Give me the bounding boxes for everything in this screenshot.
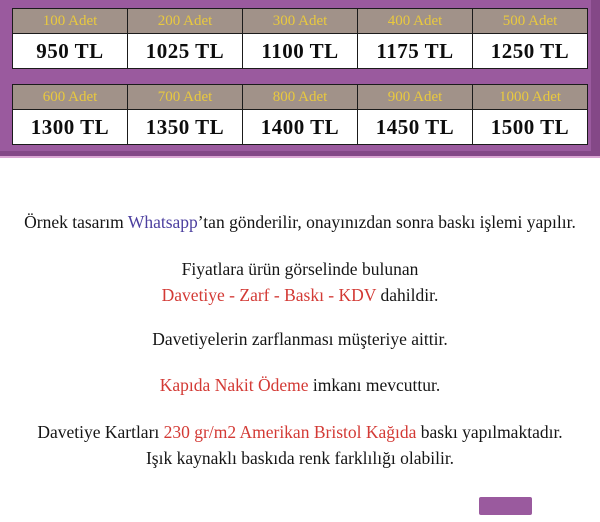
pricing-table-2 — [12, 84, 588, 145]
quantity-header-row — [13, 9, 588, 34]
note-text: Işık kaynaklı baskıda renk farklılığı olabilir. — [145, 448, 455, 468]
note-envelope-responsibility — [0, 326, 600, 352]
included-items-highlight: Davetiye - Zarf - Baskı - KDV — [161, 285, 377, 305]
quantity-header-cell: 700 Adet — [128, 85, 243, 110]
quantity-header-cell: 300 Adet — [243, 9, 358, 34]
price-row — [13, 34, 588, 69]
note-text: baskı yapılmaktadır. — [416, 422, 563, 442]
note-paper-type — [0, 419, 600, 471]
pricing-banner — [0, 0, 600, 158]
note-cash-on-delivery — [0, 372, 600, 398]
quantity-header-cell: 900 Adet — [358, 85, 473, 110]
quantity-header-cell: 1000 Adet — [473, 85, 588, 110]
whatsapp-highlight: Whatsapp — [127, 212, 198, 232]
price-cell: 1300 TL — [13, 110, 128, 145]
price-cell: 1500 TL — [473, 110, 588, 145]
quantity-header-row — [13, 85, 588, 110]
quantity-header-cell: 500 Adet — [473, 9, 588, 34]
note-text: dahildir. — [376, 285, 439, 305]
price-cell: 950 TL — [13, 34, 128, 69]
price-cell: 1025 TL — [128, 34, 243, 69]
quantity-header-cell: 100 Adet — [13, 9, 128, 34]
note-price-included — [0, 256, 600, 308]
note-text: Fiyatlara ürün görselinde bulunan — [181, 259, 419, 279]
note-text: Davetiye Kartları — [37, 422, 164, 442]
pricing-table-1 — [12, 8, 588, 69]
note-text: Davetiyelerin zarflanması müşteriye aittir. — [152, 329, 448, 349]
quantity-header-cell: 600 Adet — [13, 85, 128, 110]
quantity-header-cell: 400 Adet — [358, 9, 473, 34]
purple-accent-box — [479, 497, 532, 515]
quantity-header-cell: 800 Adet — [243, 85, 358, 110]
note-text: ’tan gönderilir, onayınızdan sonra baskı işlemi yapılır. — [197, 212, 576, 232]
note-design-approval — [0, 209, 600, 235]
note-text: imkanı mevcuttur. — [308, 375, 441, 395]
note-text: Örnek tasarım — [24, 212, 128, 232]
price-cell: 1100 TL — [243, 34, 358, 69]
price-cell: 1400 TL — [243, 110, 358, 145]
price-cell: 1250 TL — [473, 34, 588, 69]
price-row — [13, 110, 588, 145]
price-cell: 1175 TL — [358, 34, 473, 69]
price-cell: 1450 TL — [358, 110, 473, 145]
price-cell: 1350 TL — [128, 110, 243, 145]
payment-highlight: Kapıda Nakit Ödeme — [159, 375, 309, 395]
quantity-header-cell: 200 Adet — [128, 9, 243, 34]
paper-highlight: 230 gr/m2 Amerikan Bristol Kağıda — [163, 422, 417, 442]
